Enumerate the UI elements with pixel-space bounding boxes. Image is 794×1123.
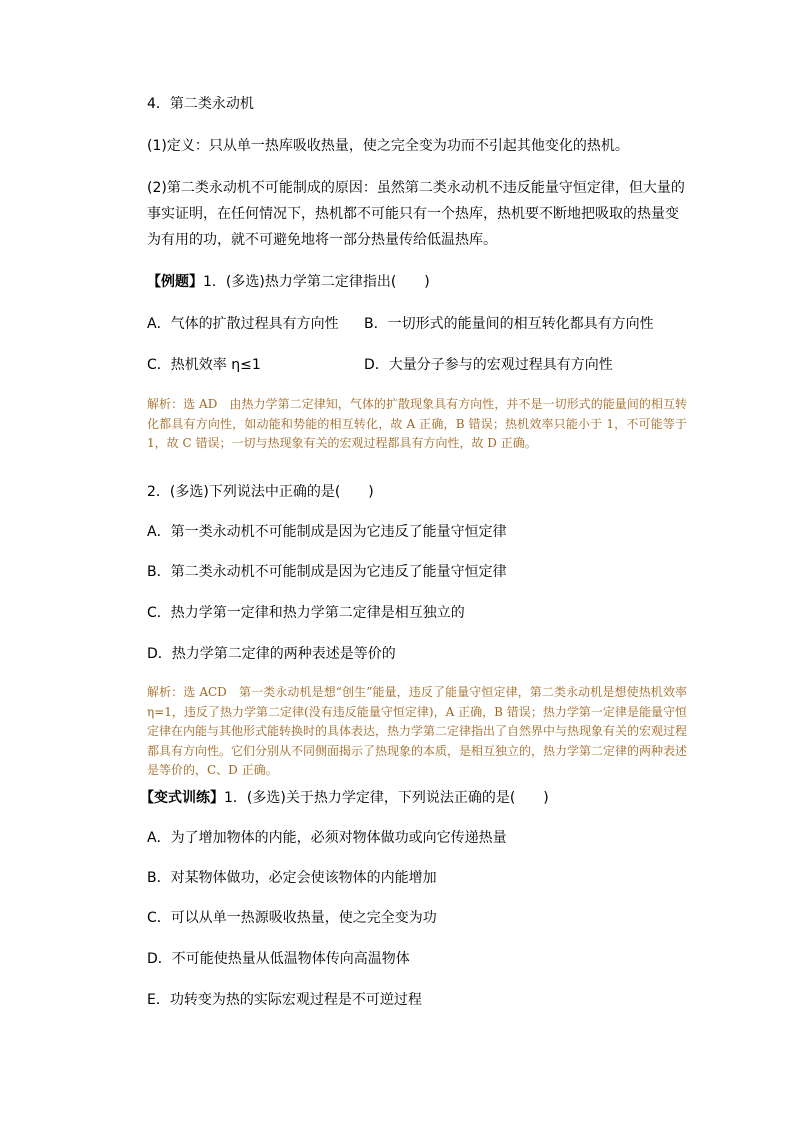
example-q1-heading (147, 272, 430, 292)
example-q2-option-a: A．第一类永动机不可能制成是因为它违反了能量守恒定律 (147, 524, 507, 540)
example-q2-option-d: D．热力学第二定律的两种表述是等价的 (147, 646, 396, 662)
example-q1-option-c: C．热机效率 η≤1 (147, 357, 261, 373)
practice-tag: 【变式训练】 (140, 790, 224, 806)
example-q2-stem: 2．(多选)下列说法中正确的是( ) (147, 484, 374, 500)
example-q1-options-cd (147, 355, 613, 375)
example-q1-option-d: D．大量分子参与的宏观过程具有方向性 (364, 357, 613, 373)
example-q1-options-ab (147, 314, 654, 334)
example-q1-stem: 1．(多选)热力学第二定律指出( ) (203, 274, 430, 290)
reason-text: (2)第二类永动机不可能制成的原因：虽然第二类永动机不违反能量守恒定律，但大量的事实证明，在任何情况下，热机都不可能只有一个热库，热机要不断地把吸取的热量变为有用的功，就不可避免地将一部分热量传给低温热库。 (147, 180, 685, 248)
practice-q1-option-a: A．为了增加物体的内能，必须对物体做功或向它传递热量 (147, 830, 507, 846)
example-q1-option-a: A．气体的扩散过程具有方向性 (147, 316, 339, 332)
practice-q1-option-e: E．功转变为热的实际宏观过程是不可逆过程 (147, 992, 422, 1008)
practice-q1-option-c: C．可以从单一热源吸收热量，使之完全变为功 (147, 910, 437, 926)
practice-q1-option-b: B．对某物体做功，必定会使该物体的内能增加 (147, 870, 437, 886)
practice-q1-option-d: D．不可能使热量从低温物体传向高温物体 (147, 951, 410, 967)
section-title: 4．第二类永动机 (147, 96, 254, 112)
practice-q1-stem: 1．(多选)关于热力学定律，下列说法正确的是( ) (224, 790, 549, 806)
example-q2-analysis: 解析：选 ACD 第一类永动机是想“创生”能量，违反了能量守恒定律，第二类永动机是想使热机效率 η=1，违反了热力学第二定律(没有违反能量守恒定律)，A 正确，B 错误；热力学第一定律是能量守恒定律在内能与其他形式能转换时的具体表达，热力学第二定律指出了自然界中与热现象有关的宏观过程都具有方向性。它们分别从不同侧面揭示了热现象的本质，是相互独立的，热力学第二定律的两种表述是等价的，C、D 正确。 (147, 685, 688, 777)
practice-q1-heading (140, 788, 549, 808)
example-q1-option-b: B．一切形式的能量间的相互转化都具有方向性 (364, 316, 654, 332)
example-q1-analysis: 解析：选 AD 由热力学第二定律知，气体的扩散现象具有方向性，并不是一切形式的能量间的相互转化都具有方向性，如动能和势能的相互转化，故 A 正确，B 错误；热机效率只能小于 1，不可能等于 1，故 C 错误；一切与热现象有关的宏观过程都具有方向性，故 D 正确。 (147, 397, 687, 450)
example-tag: 【例题】 (147, 274, 203, 290)
definition-text: (1)定义：只从单一热库吸收热量，使之完全变为功而不引起其他变化的热机。 (147, 138, 629, 154)
example-q2-option-b: B．第二类永动机不可能制成是因为它违反了能量守恒定律 (147, 564, 507, 580)
reason-paragraph (147, 175, 687, 253)
example-q2-option-c: C．热力学第一定律和热力学第二定律是相互独立的 (147, 605, 465, 621)
